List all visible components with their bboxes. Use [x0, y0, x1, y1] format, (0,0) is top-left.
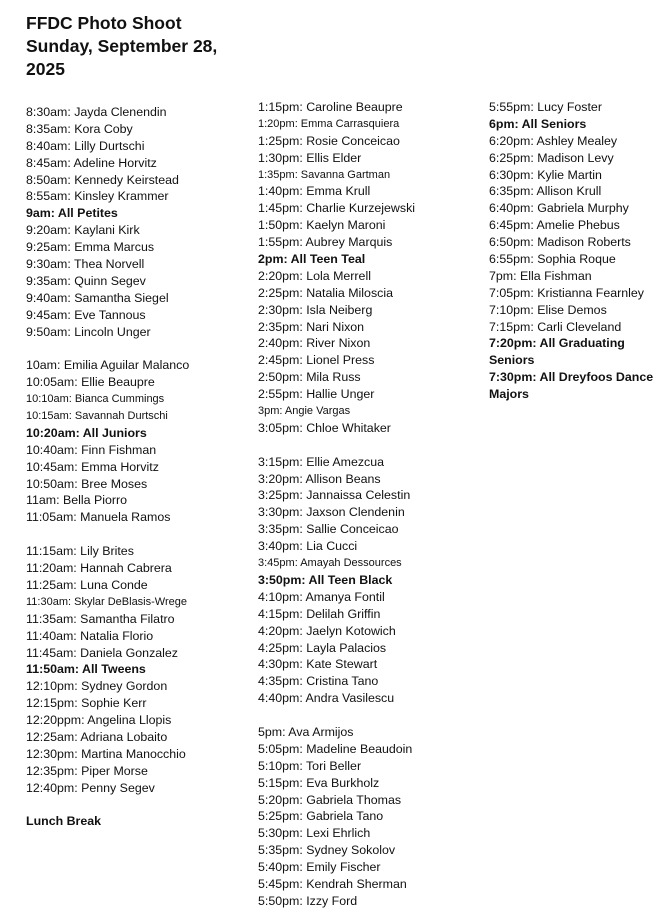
schedule-entry: 3:15pm: Ellie Amezcua	[258, 454, 385, 469]
schedule-entry: 9:45am: Eve Tannous	[26, 307, 146, 322]
schedule-entry: 9:25am: Emma Marcus	[26, 240, 155, 255]
schedule-entry: 2:55pm: Hallie Unger	[258, 387, 375, 402]
schedule-entry: 11:35am: Samantha Filatro	[26, 611, 175, 626]
schedule-entry: 9:30am: Thea Norvell	[26, 257, 145, 272]
schedule-entry: 11:20am: Hannah Cabrera	[26, 561, 172, 576]
schedule-entry: 3pm: Angie Vargas	[258, 405, 351, 418]
schedule-entry: 3:45pm: Amayah Dessources	[258, 557, 402, 570]
schedule-entry: 5:30pm: Lexi Ehrlich	[258, 826, 371, 841]
group-entry: 7:20pm: All Graduating Seniors	[489, 336, 625, 368]
schedule-entry: 7:15pm: Carli Cleveland	[489, 319, 622, 334]
group-entry: Lunch Break	[26, 814, 102, 829]
schedule-entry: 6:20pm: Ashley Mealey	[489, 133, 618, 148]
schedule-entry: 5:50pm: Izzy Ford	[258, 893, 358, 908]
schedule-entry: 4:40pm: Andra Vasilescu	[258, 691, 395, 706]
schedule-entry: 5:55pm: Lucy Foster	[489, 100, 602, 114]
schedule-entry: 11:15am: Lily Brites	[26, 544, 134, 559]
spacer	[26, 797, 189, 814]
schedule-entry: 9:35am: Quinn Segev	[26, 273, 146, 288]
spacer	[258, 437, 415, 454]
schedule-entry: 2:25pm: Natalia Miloscia	[258, 285, 393, 300]
schedule-entry: 1:55pm: Aubrey Marquis	[258, 235, 393, 250]
schedule-entry: 4:35pm: Cristina Tano	[258, 674, 379, 689]
schedule-entry: 2:45pm: Lionel Press	[258, 353, 375, 368]
schedule-entry: 5:20pm: Gabriela Thomas	[258, 792, 402, 807]
schedule-entry: 11:45am: Daniela Gonzalez	[26, 645, 178, 660]
schedule-entry: 4:20pm: Jaelyn Kotowich	[258, 623, 396, 638]
schedule-column-afternoon	[258, 99, 415, 910]
schedule-entry: 4:10pm: Amanya Fontil	[258, 589, 385, 604]
document-title: FFDC Photo Shoot Sunday, September 28, 2025	[26, 13, 218, 79]
schedule-entry: 8:50am: Kennedy Keirstead	[26, 172, 179, 187]
schedule-entry: 6:50pm: Madison Roberts	[489, 235, 631, 250]
schedule-entry: 6:25pm: Madison Levy	[489, 150, 614, 165]
schedule-entry: 11:30am: Skylar DeBlasis-Wrege	[26, 595, 187, 608]
schedule-entry: 1:15pm: Caroline Beaupre	[258, 100, 403, 114]
group-entry: 3:50pm: All Teen Black	[258, 572, 393, 587]
schedule-entry: 2:30pm: Isla Neiberg	[258, 302, 373, 317]
schedule-entry: 2:35pm: Nari Nixon	[258, 319, 365, 334]
schedule-entry: 8:35am: Kora Coby	[26, 121, 133, 136]
schedule-entry: 10:10am: Bianca Cummings	[26, 393, 165, 406]
schedule-entry: 10:40am: Finn Fishman	[26, 442, 157, 457]
schedule-entry: 1:50pm: Kaelyn Maroni	[258, 218, 386, 233]
schedule-entry: 7pm: Ella Fishman	[489, 268, 592, 283]
schedule-entry: 10am: Emilia Aguilar Malanco	[26, 358, 190, 373]
spacer	[258, 707, 415, 724]
schedule-entry: 3:20pm: Allison Beans	[258, 471, 381, 486]
group-entry: 7:30pm: All Dreyfoos Dance Majors	[489, 370, 654, 402]
schedule-entry: 12:35pm: Piper Morse	[26, 763, 148, 778]
schedule-entry: 9:50am: Lincoln Unger	[26, 324, 151, 339]
schedule-entry: 11:40am: Natalia Florio	[26, 628, 154, 643]
schedule-entry: 12:30pm: Martina Manocchio	[26, 746, 186, 761]
schedule-entry: 12:25am: Adriana Lobaito	[26, 729, 168, 744]
schedule-entry: 9:20am: Kaylani Kirk	[26, 223, 140, 238]
schedule-entry: 3:25pm: Jannaissa Celestin	[258, 488, 411, 503]
schedule-entry: 1:40pm: Emma Krull	[258, 184, 371, 199]
schedule-entry: 12:15pm: Sophie Kerr	[26, 696, 147, 711]
schedule-entry: 1:35pm: Savanna Gartman	[258, 168, 391, 181]
schedule-entry: 6:30pm: Kylie Martin	[489, 167, 602, 182]
schedule-entry: 9:40am: Samantha Siegel	[26, 290, 169, 305]
schedule-entry: 6:35pm: Allison Krull	[489, 184, 602, 199]
schedule-entry: 8:30am: Jayda Clenendin	[26, 105, 167, 119]
schedule-column-morning	[26, 104, 189, 830]
spacer	[26, 340, 189, 357]
schedule-entry: 5:25pm: Gabriela Tano	[258, 809, 384, 824]
schedule-entry: 1:30pm: Ellis Elder	[258, 150, 362, 165]
schedule-entry: 5pm: Ava Armijos	[258, 724, 354, 739]
schedule-entry: 6:40pm: Gabriela Murphy	[489, 201, 629, 216]
schedule-entry: 10:50am: Bree Moses	[26, 476, 148, 491]
schedule-entry: 2:20pm: Lola Merrell	[258, 268, 371, 283]
schedule-entry: 11:25am: Luna Conde	[26, 577, 148, 592]
schedule-entry: 3:05pm: Chloe Whitaker	[258, 420, 391, 435]
schedule-entry: 8:55am: Kinsley Krammer	[26, 189, 169, 204]
schedule-entry: 11am: Bella Piorro	[26, 493, 128, 508]
schedule-entry: 5:45pm: Kendrah Sherman	[258, 876, 407, 891]
schedule-entry: 12:40pm: Penny Segev	[26, 780, 155, 795]
group-entry: 2pm: All Teen Teal	[258, 252, 366, 267]
schedule-entry: 12:20ppm: Angelina Llopis	[26, 713, 172, 728]
schedule-entry: 5:15pm: Eva Burkholz	[258, 775, 380, 790]
schedule-entry: 3:30pm: Jaxson Clendenin	[258, 505, 405, 520]
schedule-entry: 6:45pm: Amelie Phebus	[489, 218, 620, 233]
schedule-entry: 10:05am: Ellie Beaupre	[26, 375, 155, 390]
schedule-entry: 2:50pm: Mila Russ	[258, 370, 361, 385]
schedule-entry: 4:15pm: Delilah Griffin	[258, 606, 381, 621]
group-entry: 11:50am: All Tweens	[26, 662, 146, 677]
schedule-entry: 11:05am: Manuela Ramos	[26, 510, 171, 525]
schedule-entry: 1:20pm: Emma Carrasquiera	[258, 117, 400, 130]
schedule-entry: 7:10pm: Elise Demos	[489, 302, 607, 317]
schedule-entry: 5:05pm: Madeline Beaudoin	[258, 741, 413, 756]
group-entry: 9am: All Petites	[26, 206, 118, 221]
schedule-entry: 3:35pm: Sallie Conceicao	[258, 522, 399, 537]
schedule-entry: 5:40pm: Emily Fischer	[258, 860, 381, 875]
group-entry: 6pm: All Seniors	[489, 116, 587, 131]
schedule-entry: 5:35pm: Sydney Sokolov	[258, 843, 396, 858]
spacer	[26, 526, 189, 543]
schedule-entry: 8:40am: Lilly Durtschi	[26, 138, 145, 153]
schedule-column-evening	[489, 99, 664, 403]
schedule-entry: 6:55pm: Sophia Roque	[489, 252, 616, 267]
schedule-entry: 2:40pm: River Nixon	[258, 336, 371, 351]
group-entry: 10:20am: All Juniors	[26, 425, 147, 440]
schedule-entry: 12:10pm: Sydney Gordon	[26, 679, 168, 694]
schedule-entry: 4:30pm: Kate Stewart	[258, 657, 378, 672]
schedule-entry: 10:45am: Emma Horvitz	[26, 459, 159, 474]
schedule-entry: 1:25pm: Rosie Conceicao	[258, 133, 400, 148]
schedule-entry: 5:10pm: Tori Beller	[258, 758, 362, 773]
schedule-entry: 10:15am: Savannah Durtschi	[26, 410, 168, 423]
schedule-entry: 7:05pm: Kristianna Fearnley	[489, 285, 644, 300]
schedule-entry: 1:45pm: Charlie Kurzejewski	[258, 201, 416, 216]
schedule-entry: 8:45am: Adeline Horvitz	[26, 155, 157, 170]
schedule-entry: 4:25pm: Layla Palacios	[258, 640, 387, 655]
schedule-entry: 3:40pm: Lia Cucci	[258, 539, 358, 554]
